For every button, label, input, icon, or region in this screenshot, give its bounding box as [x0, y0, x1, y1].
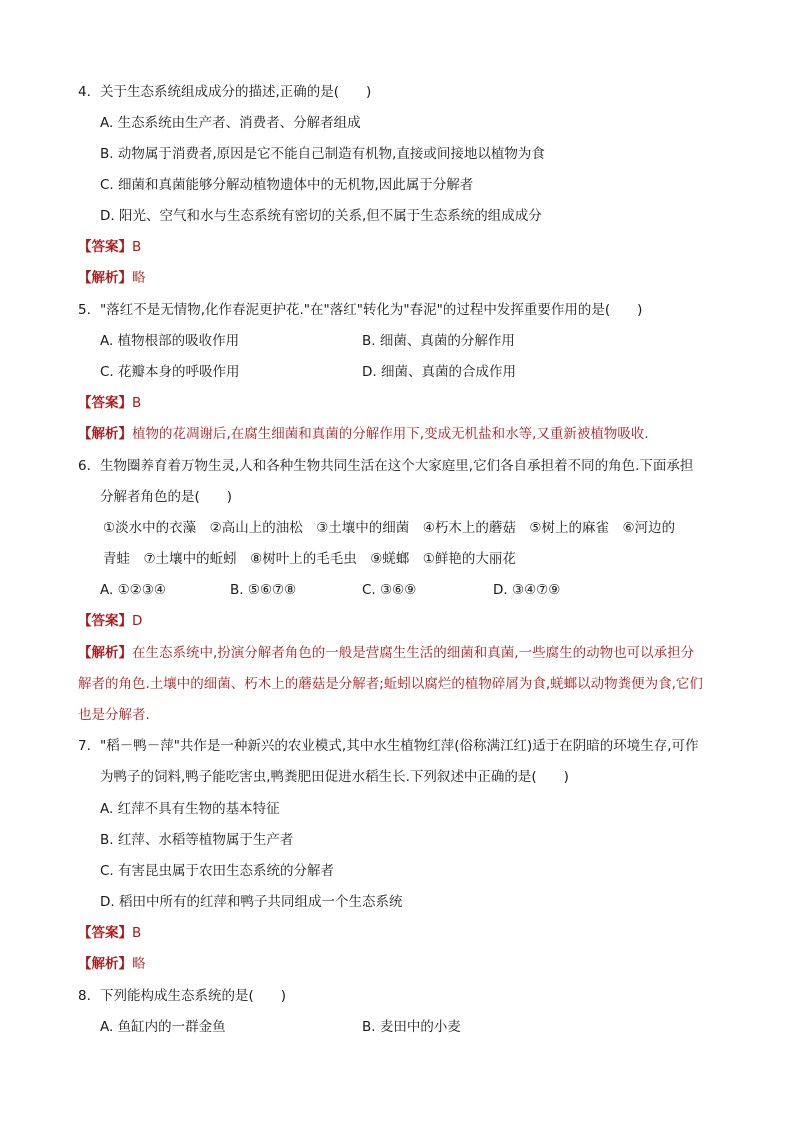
- option-c: C. 花瓣本身的呼吸作用: [100, 364, 240, 380]
- analysis-tag: 【解析】: [78, 270, 132, 286]
- question-number: 8.: [78, 988, 91, 1004]
- analysis-text: 植物的花凋谢后,在腐生细菌和真菌的分解作用下,变成无机盐和水等,又重新被植物吸收.: [132, 426, 649, 442]
- analysis-tag: 【解析】: [78, 426, 132, 442]
- answer-line: [78, 924, 141, 942]
- option-a: A. ①②③④: [100, 582, 166, 598]
- option-a: A. 生态系统由生产者、消费者、分解者组成: [100, 115, 361, 131]
- analysis-line: [78, 425, 649, 443]
- option-b: B. 细菌、真菌的分解作用: [362, 333, 515, 349]
- answer-value: B: [132, 395, 142, 411]
- option-a: A. 植物根部的吸收作用: [100, 333, 240, 349]
- answer-value: B: [132, 925, 142, 941]
- analysis-text-cont: 也是分解者.: [78, 707, 150, 723]
- option-b: B. 红萍、水稻等植物属于生产者: [100, 832, 294, 848]
- question-8-stem: 8. 下列能构成生态系统的是( ): [78, 988, 287, 1004]
- answer-tag: 【答案】: [78, 925, 132, 941]
- option-b: B. 动物属于消费者,原因是它不能自己制造有机物,直接或间接地以植物为食: [100, 146, 545, 162]
- answer-line: [78, 238, 141, 256]
- option-c: C. 有害昆虫属于农田生态系统的分解者: [100, 863, 335, 879]
- question-7-stem-cont: 为鸭子的饲料,鸭子能吃害虫,鸭粪肥田促进水稻生长.下列叙述中正确的是( ): [100, 769, 569, 785]
- answer-tag: 【答案】: [78, 613, 132, 629]
- analysis-text-cont: 解者的角色.土壤中的细菌、朽木上的蘑菇是分解者;蚯蚓以腐烂的植物碎屑为食,蜣螂以动物粪便为食,它们: [78, 676, 703, 692]
- analysis-line: [78, 644, 694, 662]
- analysis-line: [78, 955, 146, 973]
- analysis-text: 在生态系统中,扮演分解者角色的一般是营腐生生活的细菌和真菌,一些腐生的动物也可以承担分: [132, 645, 695, 661]
- analysis-tag: 【解析】: [78, 645, 132, 661]
- answer-tag: 【答案】: [78, 239, 132, 255]
- question-5-stem: 5. "落红不是无情物,化作春泥更护花."在"落红"转化为"春泥"的过程中发挥重要作用的是( ): [78, 302, 643, 318]
- option-c: C. 细菌和真菌能够分解动植物遗体中的无机物,因此属于分解者: [100, 177, 474, 193]
- question-4-stem: 4. 关于生态系统组成成分的描述,正确的是( ): [78, 84, 372, 100]
- question-7-stem: 7. "稻－鸭－萍"共作是一种新兴的农业模式,其中水生植物红萍(俗称满江红)适于在阴暗的环境生存,可作: [78, 738, 699, 754]
- analysis-text: 略: [132, 270, 146, 286]
- answer-line: [78, 394, 141, 412]
- items-list: ①淡水中的衣藻 ②高山上的油松 ③土壤中的细菌 ④朽木上的蘑菇 ⑤树上的麻雀 ⑥河边的: [103, 520, 676, 536]
- option-d: D. 稻田中所有的红萍和鸭子共同组成一个生态系统: [100, 894, 403, 910]
- option-d: D. 阳光、空气和水与生态系统有密切的关系,但不属于生态系统的组成成分: [100, 208, 542, 224]
- option-a: A. 鱼缸内的一群金鱼: [100, 1019, 226, 1035]
- answer-value: B: [132, 239, 142, 255]
- option-b: B. 麦田中的小麦: [362, 1019, 461, 1035]
- analysis-tag: 【解析】: [78, 956, 132, 972]
- analysis-line: [78, 269, 146, 287]
- option-a: A. 红萍不具有生物的基本特征: [100, 801, 280, 817]
- question-number: 6.: [78, 458, 91, 474]
- question-number: 4.: [78, 84, 91, 100]
- answer-line: [78, 612, 142, 630]
- analysis-text: 略: [132, 956, 146, 972]
- option-d: D. 细菌、真菌的合成作用: [362, 364, 516, 380]
- question-6-stem-cont: 分解者角色的是( ): [100, 489, 233, 505]
- option-c: C. ③⑥⑨: [362, 582, 417, 598]
- question-6-stem: 6. 生物圈养育着万物生灵,人和各种生物共同生活在这个大家庭里,它们各自承担着不同的角色.下面承担: [78, 458, 694, 474]
- answer-value: D: [132, 613, 143, 629]
- option-d: D. ③④⑦⑨: [493, 582, 561, 598]
- answer-tag: 【答案】: [78, 395, 132, 411]
- question-number: 7.: [78, 738, 91, 754]
- items-list-cont: 青蛙 ⑦土壤中的蚯蚓 ⑧树叶上的毛毛虫 ⑨蜣螂 ①鲜艳的大丽花: [103, 551, 516, 567]
- option-b: B. ⑤⑥⑦⑧: [230, 582, 297, 598]
- question-number: 5.: [78, 302, 91, 318]
